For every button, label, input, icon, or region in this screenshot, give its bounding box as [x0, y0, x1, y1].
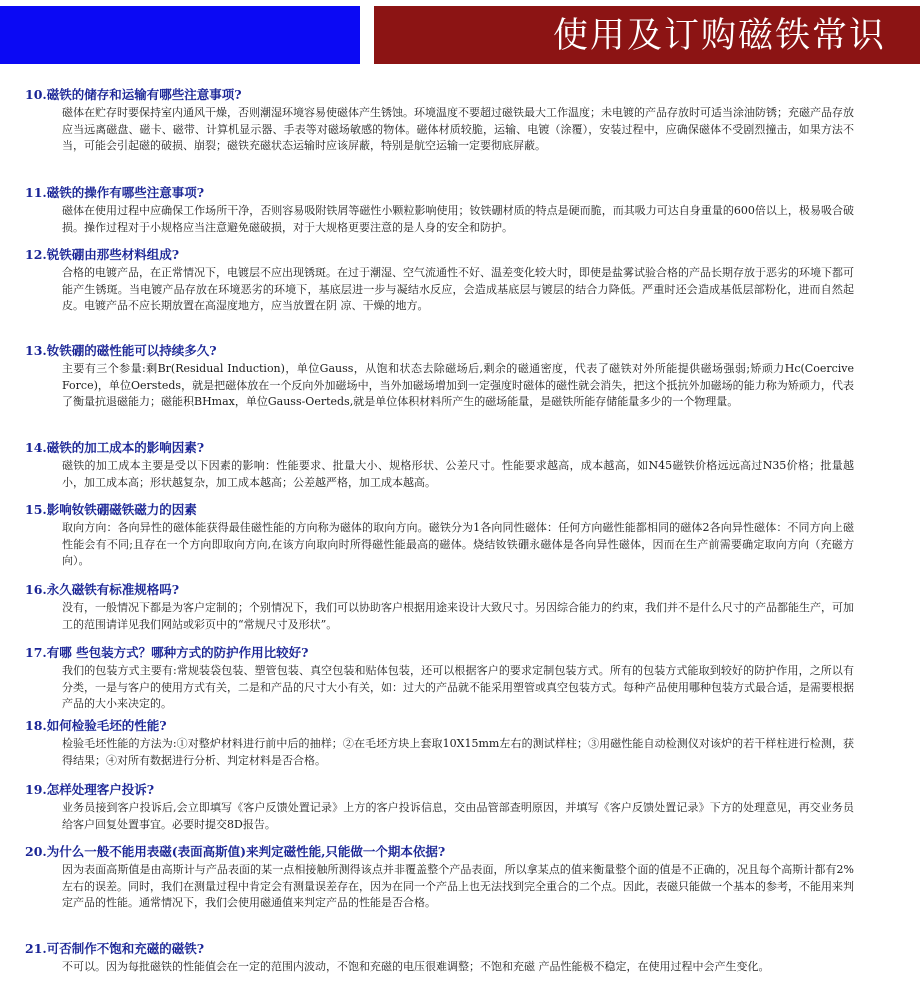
section-body: 没有，一般情况下都是为客户定制的；个别情况下，我们可以协助客户根据用途来设计大致尺寸。另因综合能力的约束，我们并不是什么尺寸的产品都能生产，可加工的范围请详见我们网站或彩页中的“常规尺寸及形状”。 — [62, 601, 854, 631]
section-title: 15.影响钕铁硼磁铁磁力的因素 — [25, 502, 197, 517]
page-title: 使用及订购磁铁常识 — [552, 16, 886, 56]
section-body: 因为表面高斯值是由高斯计与产品表面的某一点相接触所测得该点并非覆盖整个产品表面，所以拿某点的值来衡量整个面的值是不正确的，况且每个高斯计都有2%左右的误差。同时，我们在测量过程中肯定会有测量误差存在，因为在同一个产品上也无法找到完全重合的二个点。因此，表磁只能做一个基本的参考，不能用来判定产品的性能。通常情况下，我们会使用磁通值来判定产品的性能是否合格。 — [62, 863, 854, 910]
section-title: 21.可否制作不饱和充磁的磁铁? — [25, 941, 205, 956]
section-title: 18.如何检验毛坯的性能? — [25, 718, 167, 733]
section-body: 不可以。因为每批磁铁的性能值会在一定的范围内波动，不饱和充磁的电压很难调整；不饱和充磁 产品性能极不稳定，在使用过程中会产生变化。 — [62, 960, 770, 973]
section-body: 取向方向：各向异性的磁体能获得最佳磁性能的方向称为磁体的取向方向。磁铁分为1各向同性磁体：任何方向磁性能都相同的磁体2各向异性磁体：不同方向上磁性能会有不同;且存在一个方向即取向方向,在该方向取向时所得磁性能最高的磁体。烧结钕铁硼永磁体是各向异性磁体，因而在生产前需要确定取向方向（充磁方向）。 — [62, 521, 854, 568]
section-title: 14.磁铁的加工成本的影响因素? — [25, 440, 205, 455]
section-title: 12.锐铁硼由那些材料组成? — [25, 247, 180, 262]
section-body: 业务员接到客户投诉后,会立即填写《客户反馈处置记录》上方的客户投诉信息，交由品管部查明原因，并填写《客户反馈处置记录》下方的处理意见，再交业务员给客户回复处置事宜。必要时提交8D报告。 — [62, 801, 854, 831]
section-title: 10.磁铁的储存和运输有哪些注意事项? — [25, 87, 242, 102]
section-title: 11.磁铁的操作有哪些注意事项? — [25, 185, 205, 200]
section-body: 主要有三个参量:剩Br(Residual Induction)，单位Gauss，从饱和状态去除磁场后,剩余的磁通密度，代表了磁铁对外所能提供磁场强弱;矫顽力Hc(Coercive Force)，单位Oersteds，就是把磁体放在一个反向外加磁场中，当外加磁场增加到一定强度时磁体的磁性就会消失，把这个抵抗外加磁场的能力称为矫顽力，代表了衡量抗退磁能力；磁能积BHmax，单位Gauss-Oerteds,就是单位体积材料所产生的磁场能量，是磁铁所能存储能量多少的一个物理量。 — [62, 362, 854, 409]
section-title: 16.永久磁铁有标准规格吗? — [25, 582, 180, 597]
section-title: 20.为什么一般不能用表磁(表面高斯值)来判定磁性能,只能做一个期本依据? — [25, 844, 446, 859]
section-body: 磁铁的加工成本主要是受以下因素的影响：性能要求、批量大小、规格形状、公差尺寸。性能要求越高，成本越高，如N45磁铁价格远远高过N35价格；批量越小，加工成本高；形状越复杂，加工成本越高；公差越严格，加工成本越高。 — [62, 459, 854, 489]
section-body: 磁体在贮存时要保持室内通风干燥，否则潮湿环境容易使磁体产生锈蚀。环境温度不要超过磁铁最大工作温度；未电镀的产品存放时可适当涂油防锈；充磁产品存放应当远离磁盘、磁卡、磁带、计算机显示器、手表等对磁场敏感的物体。磁体材质较脆，运输、电镀（涂覆），安装过程中，应确保磁体不受剧烈撞击，如果方法不当，可能会引起磁的破损、崩裂；磁铁充磁状态运输时应该屏蔽，特别是航空运输一定要彻底屏蔽。 — [62, 106, 854, 153]
section-body: 合格的电镀产品，在正常情况下，电镀层不应出现锈斑。在过于潮湿、空气流通性不好、温差变化较大时，即使是盐雾试验合格的产品长期存放于恶劣的环境下都可能产生锈斑。当电镀产品存放在环境恶劣的环境下，基底层进一步与凝结水反应，会造成基底层与镀层的结合力降低。严重时还会造成基低层部粉化，进而自然起皮。电镀产品不应长期放置在高湿度地方，应当放置在阴 凉、干燥的地方。 — [62, 266, 854, 313]
section-body: 检验毛坯性能的方法为:①对整炉材料进行前中后的抽样；②在毛坯方块上套取10X15mm左右的测试样柱；③用磁性能自动检测仪对该炉的若干样柱进行检测，获得结果；④对所有数据进行分析、判定材料是否合格。 — [62, 737, 854, 767]
section-title: 19.怎样处理客户投诉? — [25, 782, 155, 797]
section-title: 17.有哪 些包装方式？哪种方式的防护作用比较好? — [25, 645, 309, 660]
section-body: 磁体在使用过程中应确保工作场所干净，否则容易吸附铁屑等磁性小颗粒影响使用；钕铁硼材质的特点是硬而脆，而其吸力可达自身重量的600倍以上，极易吸合破损。操作过程对于小规格应当注意避免磁破损，对于大规格更要注意的是人身的安全和防护。 — [62, 204, 854, 234]
section-body: 我们的包装方式主要有:常规装袋包装、塑管包装、真空包装和贴体包装，还可以根据客户的要求定制包装方式。所有的包装方式能取到较好的防护作用，之所以有分类，一是与客户的使用方式有关，二是和产品的尺寸大小有关，如：过大的产品就不能采用塑管或真空包装方式。每种产品使用哪种包装方式最合适，是需要根据产品的大小来决定的。 — [62, 664, 854, 711]
section-title: 13.钕铁硼的磁性能可以持续多久? — [25, 343, 217, 358]
